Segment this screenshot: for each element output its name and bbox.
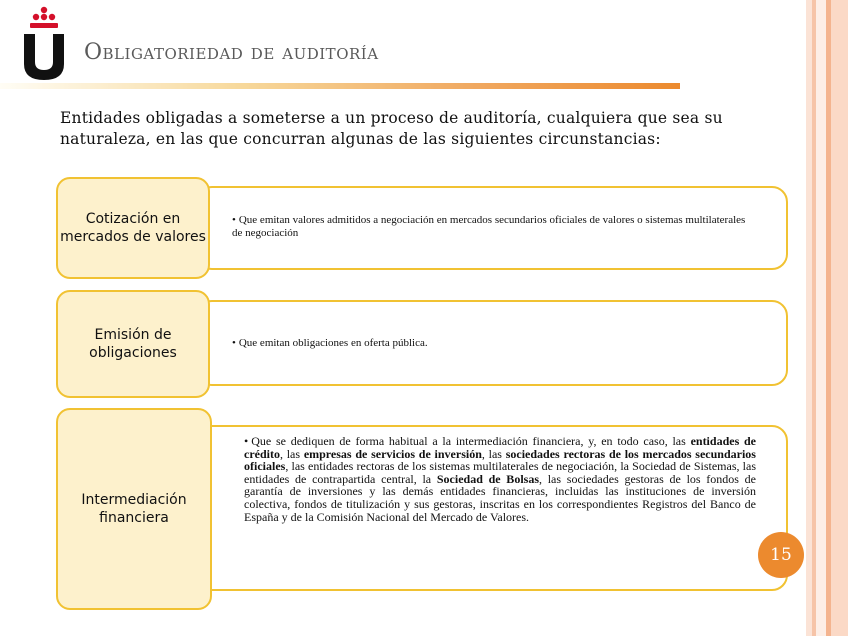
bold-term: Sociedad de Bolsas [436, 471, 539, 486]
title-underline [0, 83, 680, 89]
row-label: Cotización en mercados de valores [56, 177, 210, 279]
row-label: Emisión de obligaciones [56, 290, 210, 398]
row-text [244, 435, 756, 523]
bold-term: sociedades rectoras de los mercados secundarios oficiales [244, 446, 756, 474]
row-text-content: Que emitan obligaciones en oferta pública. [238, 337, 428, 349]
bold-term: empresas de servicios de inversión [303, 446, 482, 461]
bullet-icon: • [232, 214, 236, 226]
text-segment: , las [279, 446, 304, 461]
decor-stripe [831, 0, 848, 636]
row-content-box [196, 425, 788, 591]
intro-paragraph: Entidades obligadas a someterse a un proceso de auditoría, cualquiera que sea su naturaleza, en las que concurran algunas de las siguientes circunstancias: [60, 109, 723, 148]
university-logo [22, 6, 66, 82]
decor-stripe [816, 0, 826, 636]
bold-term: entidades de crédito [244, 434, 756, 461]
bullet-icon: • [232, 337, 236, 349]
row-text [232, 337, 752, 350]
row-content-box [196, 186, 788, 270]
text-segment: , las sociedades gestoras de los fondos de garantía de inversiones y las demás entidades financieras, incluidas las instituciones de inversión colectiva, fondos de titulización y sus gestoras, inscritas en los correspondientes Registros del Banco de España y de la Comisión Nacional del Mercado de Valores. [244, 471, 757, 524]
text-segment: , las [481, 446, 506, 461]
row-label: Intermediación financiera [56, 408, 212, 610]
text-segment: Que se dediquen de forma habitual a la intermediación financiera, y, en todo caso, las [251, 434, 691, 448]
row-content-box [196, 300, 788, 386]
slide-title: Obligatoriedad de auditoría [84, 40, 379, 65]
page-number-badge: 15 [758, 532, 804, 578]
row-text-content: Que emitan valores admitidos a negociación en mercados secundarios oficiales de valores o sistemas multilaterales de negociación [232, 214, 746, 239]
bullet-icon: • [244, 434, 249, 448]
text-segment: , las entidades rectoras de los sistemas multilaterales de negociación, la Sociedad de Sistemas, las entidades de contrapartida central, la [244, 459, 756, 486]
row-text [232, 214, 752, 239]
